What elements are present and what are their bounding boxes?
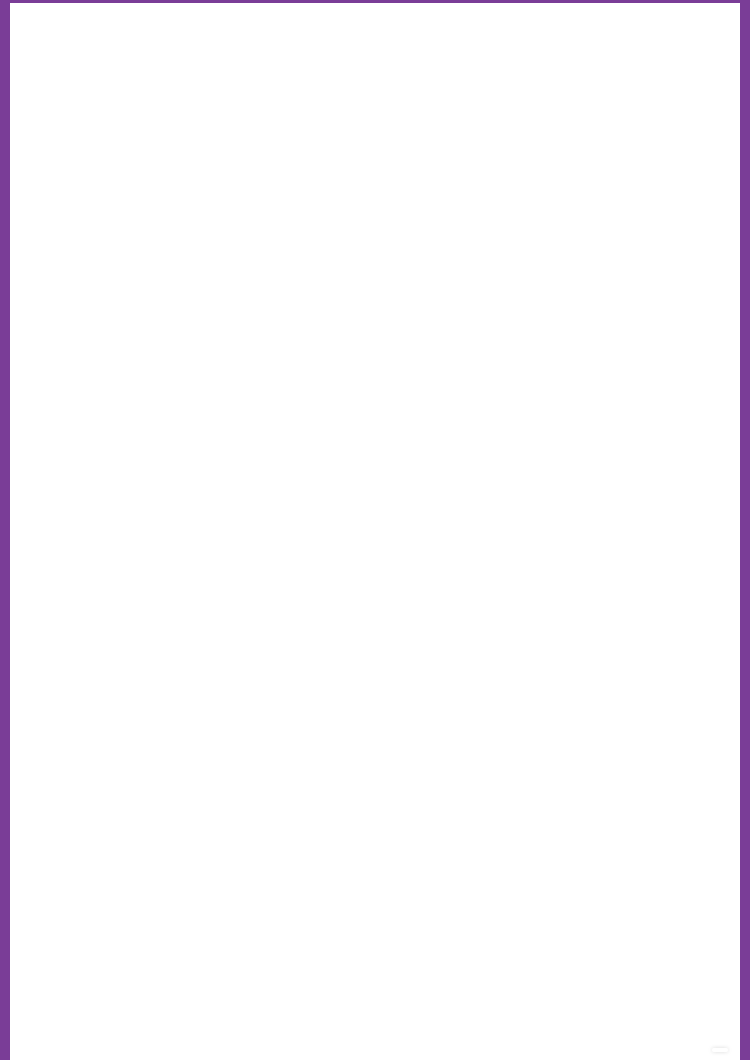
watermark-brand [712,1048,728,1052]
watermark [706,1048,728,1052]
